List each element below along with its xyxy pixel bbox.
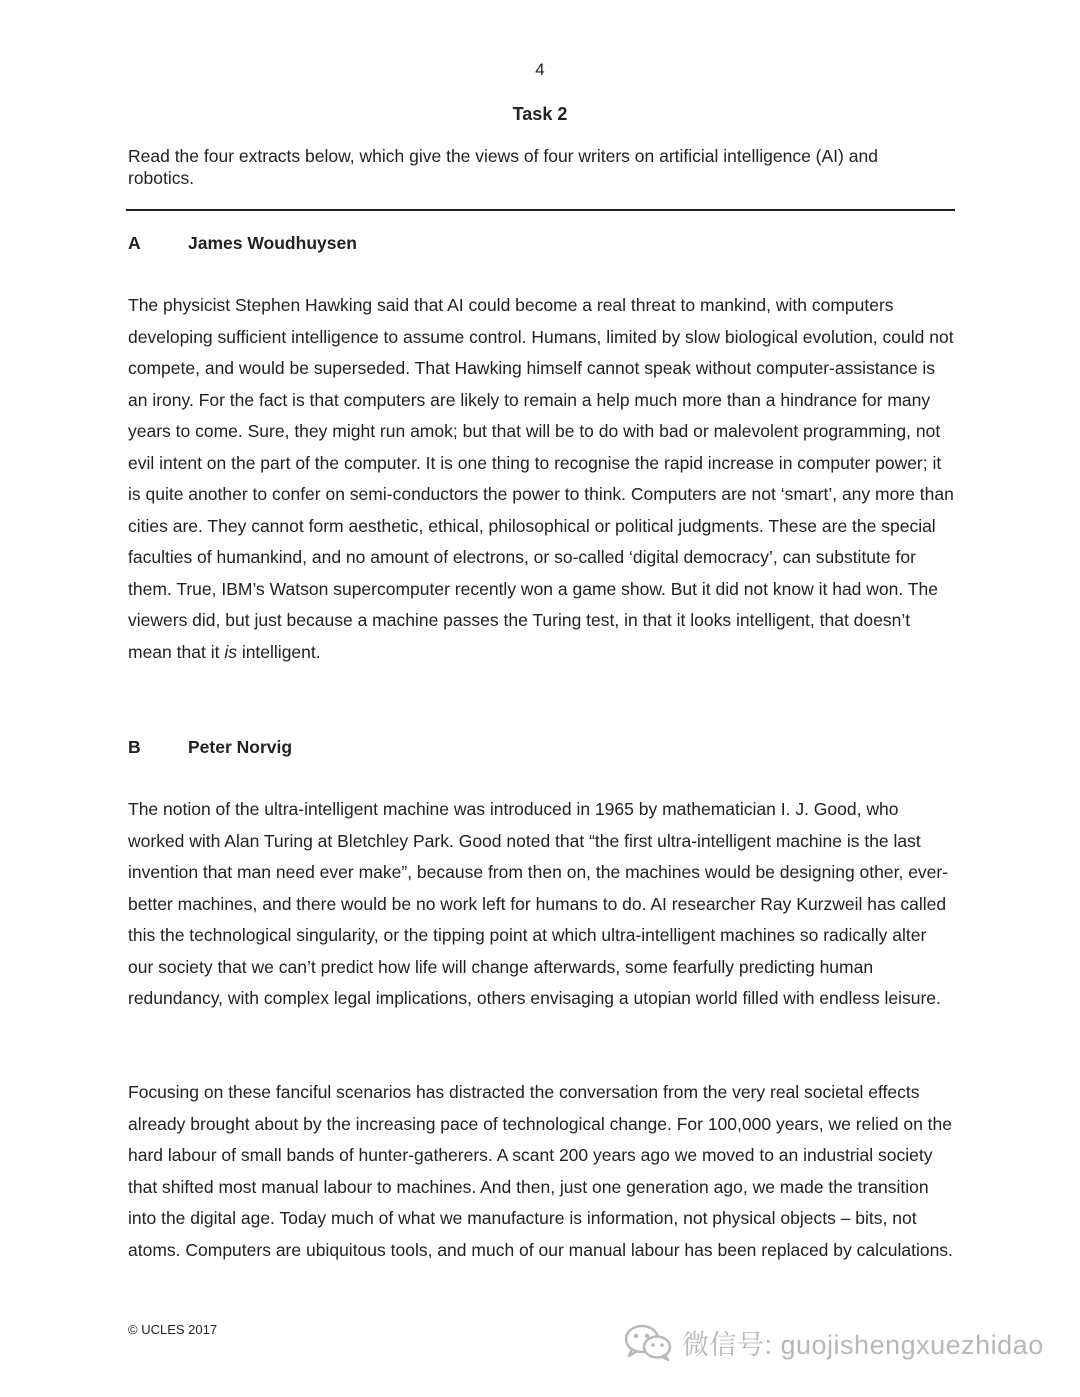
extract-a-paragraph (128, 290, 954, 668)
extract-letter: B (128, 737, 141, 757)
extract-letter: A (128, 233, 141, 253)
extract-a-heading (128, 233, 357, 254)
paragraph-text-end: intelligent. (236, 641, 321, 662)
extract-b-paragraph-1: The notion of the ultra-intelligent machine was introduced in 1965 by mathematician I. J. Good, who worked with Alan Turing at Bletchley Park. Good noted that “the first ultra-intelligent machine is the last invention that man need ever make”, because from then on, the machines would be designing other, ever-better machines, and there would be no work left for humans to do. AI researcher Ray Kurzweil has called this the technological singularity, or the tipping point at which ultra-intelligent machines so radically alter our society that we can’t predict how life will change afterwards, some fearfully predicting human redundancy, with complex legal implications, others envisaging a utopian world filled with endless leisure. (128, 799, 949, 1008)
page-number: 4 (535, 60, 545, 79)
wechat-icon (622, 1322, 674, 1362)
extract-b-heading (128, 737, 292, 758)
divider (126, 209, 955, 211)
watermark (622, 1322, 1044, 1362)
watermark-text: 微信号: guojishengxuezhidao (682, 1329, 1044, 1360)
intro-text: Read the four extracts below, which give the views of four writers on artificial intelligence (AI) and robotics. (128, 146, 878, 188)
extract-b-paragraph-2: Focusing on these fanciful scenarios has distracted the conversation from the very real societal effects already brought about by the increasing pace of technological change. For 100,000 years, we relied on the hard labour of small bands of hunter-gatherers. A scant 200 years ago we moved to an industrial society that shifted most manual labour to machines. And then, just one generation ago, we made the transition into the digital age. Today much of what we manufacture is information, not physical objects – bits, not atoms. Computers are ubiquitous tools, and much of our manual labour has been replaced by calculations. (128, 1082, 953, 1260)
emphasis-text: is (224, 641, 237, 662)
extract-author: James Woudhuysen (188, 233, 357, 253)
extract-author: Peter Norvig (188, 737, 293, 757)
task-title: Task 2 (512, 104, 568, 124)
copyright-footer: © UCLES 2017 (128, 1322, 218, 1337)
paragraph-text: The physicist Stephen Hawking said that AI could become a real threat to mankind, with computers developing sufficient intelligence to assume control. Humans, limited by slow biological evolution, could not compete, and would be superseded. That Hawking himself cannot speak without computer-assistance is an irony. For the fact is that computers are likely to remain a help much more than a hindrance for many years to come. Sure, they might run amok; but that will be to do with bad or malevolent programming, not evil intent on the part of the computer. It is one thing to recognise the rapid increase in computer power; it is quite another to confer on semi-conductors the power to think. Computers are not ‘smart’, any more than cities are. They cannot form aesthetic, ethical, philosophical or political judgments. These are the special faculties of humankind, and no amount of electrons, or so-called ‘digital democracy’, can substitute for them. True, IBM’s Watson supercomputer recently won a game show. But it did not know it had won. The viewers did, but just because a machine passes the Turing test, in that it looks intelligent, that doesn’t mean that it (128, 295, 954, 662)
